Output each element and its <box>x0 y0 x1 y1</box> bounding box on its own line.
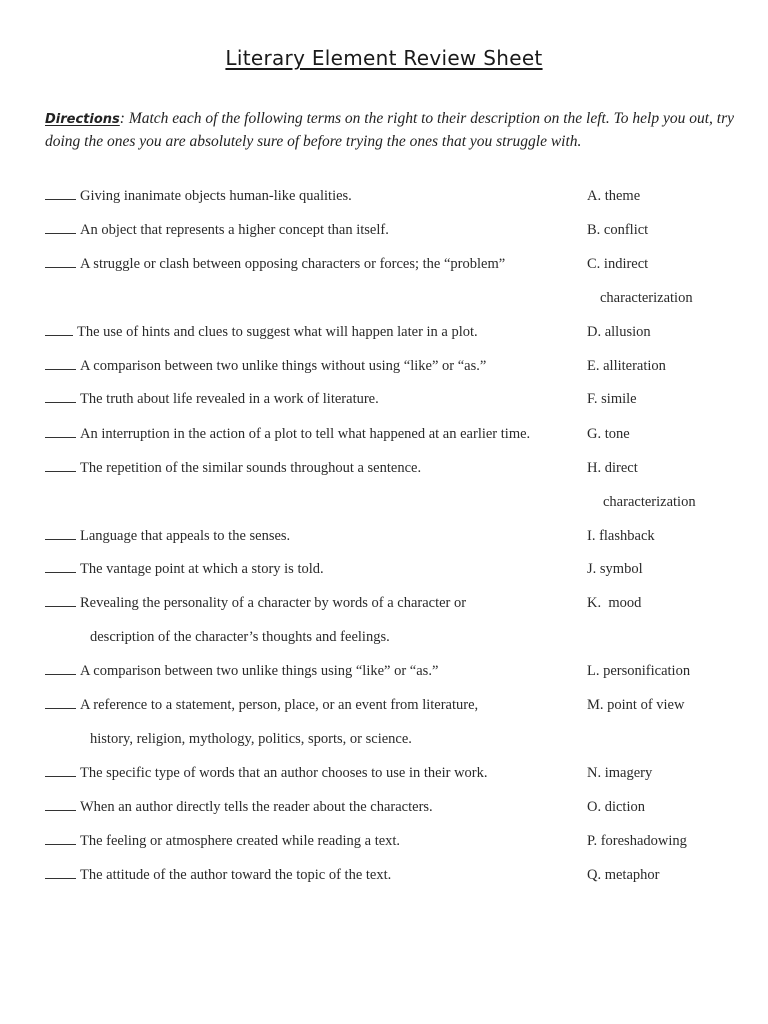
term-continuation: characterization <box>600 290 693 306</box>
directions-paragraph <box>45 108 735 153</box>
term-item: G. tone <box>587 426 630 442</box>
answer-blank[interactable] <box>45 832 76 845</box>
description-item: A comparison between two unlike things without using “like” or “as.” <box>45 357 486 375</box>
answer-blank[interactable] <box>45 459 76 472</box>
answer-blank[interactable] <box>45 255 76 268</box>
description-item: Giving inanimate objects human-like qualities. <box>45 187 352 205</box>
directions-text: : Match each of the following terms on the right to their description on the left. To help you out, try doing the ones you are absolutely sure of before trying the ones that you struggle with. <box>45 110 734 150</box>
answer-blank[interactable] <box>45 594 76 607</box>
description-item: A struggle or clash between opposing characters or forces; the “problem” <box>45 255 505 273</box>
description-item: The repetition of the similar sounds throughout a sentence. <box>45 459 421 477</box>
term-item: C. indirect <box>587 256 649 272</box>
term-item: N. imagery <box>587 765 653 781</box>
term-item: O. diction <box>587 799 645 815</box>
answer-blank[interactable] <box>45 527 76 540</box>
term-item: E. alliteration <box>587 358 666 374</box>
page-title: Literary Element Review Sheet <box>225 46 543 70</box>
description-continuation: history, religion, mythology, politics, sports, or science. <box>90 731 412 747</box>
answer-blank[interactable] <box>45 764 76 777</box>
description-item: Language that appeals to the senses. <box>45 527 290 545</box>
description-item: The truth about life revealed in a work of literature. <box>45 390 379 408</box>
description-item: The attitude of the author toward the topic of the text. <box>45 866 391 884</box>
answer-blank[interactable] <box>45 798 76 811</box>
term-item: J. symbol <box>587 561 643 577</box>
directions-label: Directions <box>45 112 120 127</box>
answer-blank[interactable] <box>45 323 73 336</box>
term-item: K. mood <box>587 595 642 611</box>
description-item: When an author directly tells the reader about the characters. <box>45 798 433 816</box>
term-item: A. theme <box>587 188 641 204</box>
answer-blank[interactable] <box>45 357 76 370</box>
description-item: Revealing the personality of a character by words of a character or <box>45 594 466 612</box>
description-item: The feeling or atmosphere created while reading a text. <box>45 832 400 850</box>
term-item: D. allusion <box>587 324 651 340</box>
answer-blank[interactable] <box>45 390 76 403</box>
answer-blank[interactable] <box>45 662 76 675</box>
answer-blank[interactable] <box>45 560 76 573</box>
answer-blank[interactable] <box>45 866 76 879</box>
term-item: Q. metaphor <box>587 867 660 883</box>
answer-blank[interactable] <box>45 221 76 234</box>
term-item: H. direct <box>587 460 638 476</box>
description-item: The vantage point at which a story is told. <box>45 560 324 578</box>
description-item: An interruption in the action of a plot to tell what happened at an earlier time. <box>45 425 530 443</box>
term-item: I. flashback <box>587 528 655 544</box>
description-item: A comparison between two unlike things using “like” or “as.” <box>45 662 438 680</box>
description-item: The specific type of words that an author chooses to use in their work. <box>45 764 488 782</box>
description-item: An object that represents a higher concept than itself. <box>45 221 389 239</box>
answer-blank[interactable] <box>45 696 76 709</box>
term-item: L. personification <box>587 663 691 679</box>
answer-blank[interactable] <box>45 187 76 200</box>
term-continuation: characterization <box>603 494 696 510</box>
term-item: F. simile <box>587 391 637 407</box>
description-continuation: description of the character’s thoughts and feelings. <box>90 629 390 645</box>
answer-blank[interactable] <box>45 425 76 438</box>
term-item: M. point of view <box>587 697 685 713</box>
term-item: B. conflict <box>587 222 649 238</box>
description-item: The use of hints and clues to suggest what will happen later in a plot. <box>45 323 478 341</box>
term-item: P. foreshadowing <box>587 833 687 849</box>
description-item: A reference to a statement, person, place, or an event from literature, <box>45 696 478 714</box>
